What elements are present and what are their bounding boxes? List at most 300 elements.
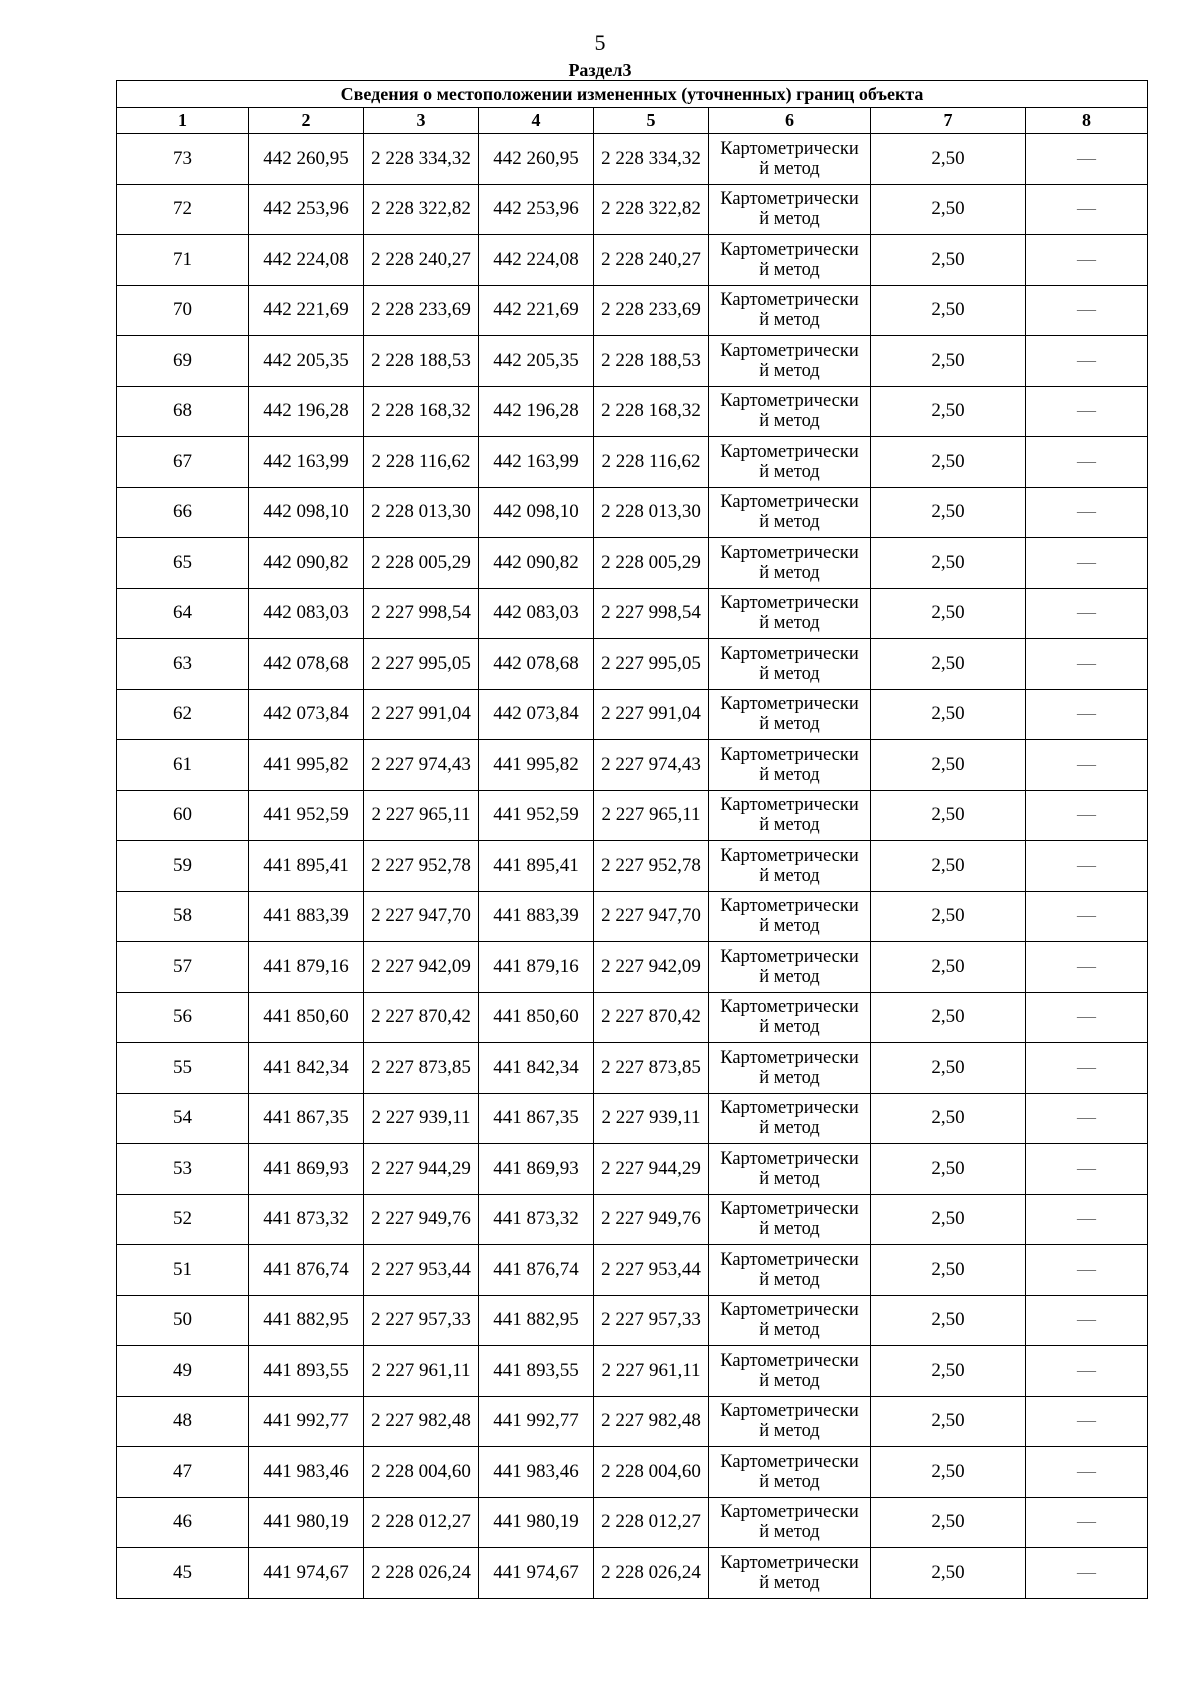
method-cell <box>709 992 871 1043</box>
method-text-line-1: Картометрически <box>720 1098 859 1119</box>
new-y-cell: 2 227 952,78 <box>594 841 709 892</box>
existing-x-cell: 441 974,67 <box>249 1548 364 1599</box>
method-text-line-2: й метод <box>759 209 820 230</box>
description-cell: — <box>1026 1295 1148 1346</box>
method-text-line-1: Картометрически <box>720 593 859 614</box>
new-y-cell: 2 227 965,11 <box>594 790 709 841</box>
accuracy-cell: 2,50 <box>871 1295 1026 1346</box>
point-number-cell: 51 <box>117 1245 249 1296</box>
existing-x-cell: 441 842,34 <box>249 1043 364 1094</box>
new-x-cell: 441 850,60 <box>479 992 594 1043</box>
method-text-line-2: й метод <box>759 714 820 735</box>
new-x-cell: 442 078,68 <box>479 639 594 690</box>
column-number: 3 <box>364 108 479 134</box>
description-cell: — <box>1026 891 1148 942</box>
point-number-cell: 50 <box>117 1295 249 1346</box>
point-number-cell: 64 <box>117 588 249 639</box>
method-text-line-1: Картометрически <box>720 946 859 967</box>
point-number-cell: 52 <box>117 1194 249 1245</box>
method-text-line-2: й метод <box>759 916 820 937</box>
method-text-line-1: Картометрически <box>720 896 859 917</box>
description-cell: — <box>1026 1144 1148 1195</box>
new-x-cell: 441 883,39 <box>479 891 594 942</box>
accuracy-cell: 2,50 <box>871 1447 1026 1498</box>
accuracy-cell: 2,50 <box>871 790 1026 841</box>
existing-y-cell: 2 227 952,78 <box>364 841 479 892</box>
accuracy-cell: 2,50 <box>871 689 1026 740</box>
new-x-cell: 442 221,69 <box>479 285 594 336</box>
table-row <box>117 689 1148 740</box>
column-number: 4 <box>479 108 594 134</box>
accuracy-cell: 2,50 <box>871 235 1026 286</box>
new-y-cell: 2 227 953,44 <box>594 1245 709 1296</box>
accuracy-cell: 2,50 <box>871 1093 1026 1144</box>
new-y-cell: 2 228 334,32 <box>594 134 709 185</box>
accuracy-cell: 2,50 <box>871 1396 1026 1447</box>
existing-y-cell: 2 228 233,69 <box>364 285 479 336</box>
existing-y-cell: 2 228 240,27 <box>364 235 479 286</box>
method-text-line-1: Картометрически <box>720 441 859 462</box>
method-text-line-2: й метод <box>759 512 820 533</box>
new-y-cell: 2 227 991,04 <box>594 689 709 740</box>
method-text-line-2: й метод <box>759 1572 820 1593</box>
table-row <box>117 1447 1148 1498</box>
existing-y-cell: 2 228 013,30 <box>364 487 479 538</box>
table-row <box>117 1194 1148 1245</box>
new-y-cell: 2 227 949,76 <box>594 1194 709 1245</box>
new-y-cell: 2 228 188,53 <box>594 336 709 387</box>
accuracy-cell: 2,50 <box>871 942 1026 993</box>
new-x-cell: 442 098,10 <box>479 487 594 538</box>
column-number: 2 <box>249 108 364 134</box>
method-text-line-1: Картометрически <box>720 1300 859 1321</box>
method-text-line-1: Картометрически <box>720 1451 859 1472</box>
new-x-cell: 442 224,08 <box>479 235 594 286</box>
method-cell <box>709 588 871 639</box>
method-text-line-1: Картометрически <box>720 643 859 664</box>
existing-x-cell: 441 879,16 <box>249 942 364 993</box>
accuracy-cell: 2,50 <box>871 437 1026 488</box>
method-cell <box>709 1346 871 1397</box>
existing-x-cell: 442 083,03 <box>249 588 364 639</box>
new-y-cell: 2 227 995,05 <box>594 639 709 690</box>
description-cell: — <box>1026 1194 1148 1245</box>
existing-x-cell: 442 073,84 <box>249 689 364 740</box>
method-text-line-2: й метод <box>759 360 820 381</box>
description-cell: — <box>1026 992 1148 1043</box>
method-cell <box>709 386 871 437</box>
existing-x-cell: 441 873,32 <box>249 1194 364 1245</box>
method-text-line-1: Картометрически <box>720 239 859 260</box>
table-row <box>117 386 1148 437</box>
method-text-line-1: Картометрически <box>720 290 859 311</box>
new-y-cell: 2 227 939,11 <box>594 1093 709 1144</box>
new-x-cell: 441 895,41 <box>479 841 594 892</box>
method-cell <box>709 285 871 336</box>
description-cell: — <box>1026 740 1148 791</box>
method-text-line-1: Картометрически <box>720 1502 859 1523</box>
method-text-line-2: й метод <box>759 158 820 179</box>
method-text-line-2: й метод <box>759 815 820 836</box>
new-y-cell: 2 227 961,11 <box>594 1346 709 1397</box>
method-cell <box>709 790 871 841</box>
existing-y-cell: 2 227 944,29 <box>364 1144 479 1195</box>
method-text-line-2: й метод <box>759 411 820 432</box>
new-y-cell: 2 227 974,43 <box>594 740 709 791</box>
table-row <box>117 942 1148 993</box>
description-cell: — <box>1026 538 1148 589</box>
table-row <box>117 740 1148 791</box>
method-text-line-1: Картометрически <box>720 1148 859 1169</box>
existing-x-cell: 442 098,10 <box>249 487 364 538</box>
accuracy-cell: 2,50 <box>871 1245 1026 1296</box>
table-row <box>117 487 1148 538</box>
method-cell <box>709 184 871 235</box>
table-body <box>117 134 1148 1599</box>
existing-y-cell: 2 227 957,33 <box>364 1295 479 1346</box>
existing-x-cell: 442 260,95 <box>249 134 364 185</box>
point-number-cell: 62 <box>117 689 249 740</box>
table-row <box>117 841 1148 892</box>
table-row <box>117 235 1148 286</box>
accuracy-cell: 2,50 <box>871 285 1026 336</box>
new-y-cell: 2 227 982,48 <box>594 1396 709 1447</box>
table-row <box>117 992 1148 1043</box>
point-number-cell: 65 <box>117 538 249 589</box>
new-x-cell: 441 952,59 <box>479 790 594 841</box>
description-cell: — <box>1026 336 1148 387</box>
description-cell: — <box>1026 437 1148 488</box>
new-y-cell: 2 228 322,82 <box>594 184 709 235</box>
accuracy-cell: 2,50 <box>871 538 1026 589</box>
boundary-coordinates-table <box>116 80 1148 1599</box>
point-number-cell: 69 <box>117 336 249 387</box>
method-text-line-1: Картометрически <box>720 1552 859 1573</box>
method-text-line-1: Картометрически <box>720 1350 859 1371</box>
existing-x-cell: 442 253,96 <box>249 184 364 235</box>
existing-x-cell: 441 869,93 <box>249 1144 364 1195</box>
existing-x-cell: 442 163,99 <box>249 437 364 488</box>
accuracy-cell: 2,50 <box>871 992 1026 1043</box>
method-cell <box>709 1447 871 1498</box>
new-x-cell: 441 992,77 <box>479 1396 594 1447</box>
method-cell <box>709 336 871 387</box>
method-cell <box>709 740 871 791</box>
accuracy-cell: 2,50 <box>871 336 1026 387</box>
table-row <box>117 1295 1148 1346</box>
existing-y-cell: 2 227 953,44 <box>364 1245 479 1296</box>
method-text-line-2: й метод <box>759 865 820 886</box>
method-cell <box>709 1043 871 1094</box>
method-cell <box>709 1497 871 1548</box>
method-cell <box>709 1396 871 1447</box>
new-y-cell: 2 228 004,60 <box>594 1447 709 1498</box>
existing-y-cell: 2 227 995,05 <box>364 639 479 690</box>
table-row <box>117 1043 1148 1094</box>
method-cell <box>709 134 871 185</box>
existing-x-cell: 441 895,41 <box>249 841 364 892</box>
new-y-cell: 2 228 233,69 <box>594 285 709 336</box>
table-row <box>117 1144 1148 1195</box>
method-cell <box>709 437 871 488</box>
section-title: Раздел3 <box>568 60 632 80</box>
point-number-cell: 47 <box>117 1447 249 1498</box>
new-y-cell: 2 228 240,27 <box>594 235 709 286</box>
method-text-line-2: й метод <box>759 310 820 331</box>
existing-x-cell: 442 078,68 <box>249 639 364 690</box>
table-row <box>117 1396 1148 1447</box>
method-text-line-2: й метод <box>759 1219 820 1240</box>
accuracy-cell: 2,50 <box>871 1144 1026 1195</box>
new-y-cell: 2 228 013,30 <box>594 487 709 538</box>
existing-y-cell: 2 228 188,53 <box>364 336 479 387</box>
description-cell: — <box>1026 1548 1148 1599</box>
table-row <box>117 790 1148 841</box>
method-text-line-2: й метод <box>759 1067 820 1088</box>
existing-y-cell: 2 227 961,11 <box>364 1346 479 1397</box>
method-text-line-2: й метод <box>759 1370 820 1391</box>
table-row <box>117 538 1148 589</box>
method-cell <box>709 1093 871 1144</box>
table-row <box>117 134 1148 185</box>
table-row <box>117 336 1148 387</box>
description-cell: — <box>1026 285 1148 336</box>
description-cell: — <box>1026 487 1148 538</box>
new-y-cell: 2 227 998,54 <box>594 588 709 639</box>
method-cell <box>709 1194 871 1245</box>
method-cell <box>709 639 871 690</box>
existing-y-cell: 2 228 168,32 <box>364 386 479 437</box>
column-number: 6 <box>709 108 871 134</box>
accuracy-cell: 2,50 <box>871 1548 1026 1599</box>
column-number-row <box>117 108 1148 134</box>
point-number-cell: 66 <box>117 487 249 538</box>
method-text-line-1: Картометрически <box>720 542 859 563</box>
point-number-cell: 63 <box>117 639 249 690</box>
accuracy-cell: 2,50 <box>871 184 1026 235</box>
new-x-cell: 442 090,82 <box>479 538 594 589</box>
accuracy-cell: 2,50 <box>871 1346 1026 1397</box>
table-row <box>117 184 1148 235</box>
method-text-line-2: й метод <box>759 461 820 482</box>
table-row <box>117 1548 1148 1599</box>
existing-x-cell: 441 995,82 <box>249 740 364 791</box>
description-cell: — <box>1026 841 1148 892</box>
method-cell <box>709 235 871 286</box>
point-number-cell: 73 <box>117 134 249 185</box>
table-row <box>117 1093 1148 1144</box>
new-y-cell: 2 227 957,33 <box>594 1295 709 1346</box>
new-x-cell: 441 879,16 <box>479 942 594 993</box>
description-cell: — <box>1026 790 1148 841</box>
new-y-cell: 2 228 012,27 <box>594 1497 709 1548</box>
description-cell: — <box>1026 1396 1148 1447</box>
description-cell: — <box>1026 942 1148 993</box>
page-number: 5 <box>594 30 606 55</box>
point-number-cell: 68 <box>117 386 249 437</box>
method-text-line-2: й метод <box>759 1471 820 1492</box>
existing-y-cell: 2 228 026,24 <box>364 1548 479 1599</box>
method-text-line-1: Картометрически <box>720 694 859 715</box>
new-y-cell: 2 228 026,24 <box>594 1548 709 1599</box>
new-x-cell: 442 083,03 <box>479 588 594 639</box>
new-x-cell: 441 873,32 <box>479 1194 594 1245</box>
new-x-cell: 441 893,55 <box>479 1346 594 1397</box>
new-y-cell: 2 227 944,29 <box>594 1144 709 1195</box>
existing-x-cell: 441 983,46 <box>249 1447 364 1498</box>
method-text-line-1: Картометрически <box>720 997 859 1018</box>
existing-y-cell: 2 228 116,62 <box>364 437 479 488</box>
method-text-line-1: Картометрически <box>720 340 859 361</box>
description-cell: — <box>1026 1346 1148 1397</box>
existing-y-cell: 2 227 942,09 <box>364 942 479 993</box>
description-cell: — <box>1026 235 1148 286</box>
point-number-cell: 57 <box>117 942 249 993</box>
existing-y-cell: 2 228 322,82 <box>364 184 479 235</box>
existing-x-cell: 442 090,82 <box>249 538 364 589</box>
point-number-cell: 61 <box>117 740 249 791</box>
new-x-cell: 442 253,96 <box>479 184 594 235</box>
table-row <box>117 1497 1148 1548</box>
new-x-cell: 442 073,84 <box>479 689 594 740</box>
column-number: 7 <box>871 108 1026 134</box>
existing-x-cell: 441 850,60 <box>249 992 364 1043</box>
existing-x-cell: 442 196,28 <box>249 386 364 437</box>
point-number-cell: 59 <box>117 841 249 892</box>
new-y-cell: 2 227 947,70 <box>594 891 709 942</box>
method-text-line-2: й метод <box>759 1269 820 1290</box>
existing-y-cell: 2 227 949,76 <box>364 1194 479 1245</box>
new-x-cell: 441 882,95 <box>479 1295 594 1346</box>
column-number: 5 <box>594 108 709 134</box>
existing-x-cell: 441 876,74 <box>249 1245 364 1296</box>
existing-y-cell: 2 228 334,32 <box>364 134 479 185</box>
table-row <box>117 1346 1148 1397</box>
existing-x-cell: 441 883,39 <box>249 891 364 942</box>
table-caption: Сведения о местоположении измененных (уточненных) границ объекта <box>117 81 1148 108</box>
column-number: 1 <box>117 108 249 134</box>
accuracy-cell: 2,50 <box>871 639 1026 690</box>
method-text-line-2: й метод <box>759 663 820 684</box>
new-y-cell: 2 228 005,29 <box>594 538 709 589</box>
point-number-cell: 48 <box>117 1396 249 1447</box>
existing-x-cell: 441 980,19 <box>249 1497 364 1548</box>
method-text-line-1: Картометрически <box>720 795 859 816</box>
description-cell: — <box>1026 184 1148 235</box>
new-x-cell: 441 995,82 <box>479 740 594 791</box>
description-cell: — <box>1026 1093 1148 1144</box>
table-row <box>117 891 1148 942</box>
method-text-line-2: й метод <box>759 764 820 785</box>
existing-y-cell: 2 227 939,11 <box>364 1093 479 1144</box>
method-text-line-1: Картометрически <box>720 391 859 412</box>
existing-y-cell: 2 228 005,29 <box>364 538 479 589</box>
column-number: 8 <box>1026 108 1148 134</box>
description-cell: — <box>1026 1497 1148 1548</box>
method-cell <box>709 1144 871 1195</box>
method-cell <box>709 1548 871 1599</box>
new-x-cell: 441 869,93 <box>479 1144 594 1195</box>
method-text-line-2: й метод <box>759 613 820 634</box>
existing-y-cell: 2 228 012,27 <box>364 1497 479 1548</box>
new-x-cell: 441 980,19 <box>479 1497 594 1548</box>
table-row <box>117 639 1148 690</box>
existing-y-cell: 2 227 991,04 <box>364 689 479 740</box>
new-y-cell: 2 227 870,42 <box>594 992 709 1043</box>
existing-y-cell: 2 227 873,85 <box>364 1043 479 1094</box>
existing-x-cell: 442 221,69 <box>249 285 364 336</box>
method-cell <box>709 1245 871 1296</box>
description-cell: — <box>1026 588 1148 639</box>
accuracy-cell: 2,50 <box>871 1497 1026 1548</box>
table-row <box>117 437 1148 488</box>
existing-x-cell: 442 205,35 <box>249 336 364 387</box>
new-x-cell: 442 205,35 <box>479 336 594 387</box>
existing-y-cell: 2 227 974,43 <box>364 740 479 791</box>
point-number-cell: 55 <box>117 1043 249 1094</box>
method-text-line-1: Картометрически <box>720 1199 859 1220</box>
method-text-line-1: Картометрически <box>720 1249 859 1270</box>
description-cell: — <box>1026 134 1148 185</box>
accuracy-cell: 2,50 <box>871 588 1026 639</box>
point-number-cell: 54 <box>117 1093 249 1144</box>
new-x-cell: 441 983,46 <box>479 1447 594 1498</box>
method-text-line-1: Картометрически <box>720 744 859 765</box>
new-y-cell: 2 227 942,09 <box>594 942 709 993</box>
point-number-cell: 46 <box>117 1497 249 1548</box>
new-x-cell: 442 163,99 <box>479 437 594 488</box>
method-text-line-1: Картометрически <box>720 189 859 210</box>
method-cell <box>709 538 871 589</box>
method-text-line-1: Картометрически <box>720 138 859 159</box>
existing-x-cell: 441 882,95 <box>249 1295 364 1346</box>
existing-y-cell: 2 227 965,11 <box>364 790 479 841</box>
point-number-cell: 56 <box>117 992 249 1043</box>
accuracy-cell: 2,50 <box>871 891 1026 942</box>
accuracy-cell: 2,50 <box>871 134 1026 185</box>
accuracy-cell: 2,50 <box>871 487 1026 538</box>
method-cell <box>709 841 871 892</box>
accuracy-cell: 2,50 <box>871 841 1026 892</box>
new-y-cell: 2 227 873,85 <box>594 1043 709 1094</box>
method-text-line-1: Картометрически <box>720 1047 859 1068</box>
point-number-cell: 58 <box>117 891 249 942</box>
method-cell <box>709 487 871 538</box>
new-x-cell: 441 876,74 <box>479 1245 594 1296</box>
existing-y-cell: 2 227 982,48 <box>364 1396 479 1447</box>
method-text-line-2: й метод <box>759 1522 820 1543</box>
new-y-cell: 2 228 116,62 <box>594 437 709 488</box>
new-y-cell: 2 228 168,32 <box>594 386 709 437</box>
description-cell: — <box>1026 1043 1148 1094</box>
table-row <box>117 588 1148 639</box>
new-x-cell: 442 260,95 <box>479 134 594 185</box>
new-x-cell: 442 196,28 <box>479 386 594 437</box>
accuracy-cell: 2,50 <box>871 1043 1026 1094</box>
method-text-line-2: й метод <box>759 1421 820 1442</box>
existing-y-cell: 2 227 870,42 <box>364 992 479 1043</box>
point-number-cell: 49 <box>117 1346 249 1397</box>
method-cell <box>709 689 871 740</box>
accuracy-cell: 2,50 <box>871 1194 1026 1245</box>
method-text-line-2: й метод <box>759 1118 820 1139</box>
description-cell: — <box>1026 1245 1148 1296</box>
method-text-line-1: Картометрически <box>720 1401 859 1422</box>
existing-x-cell: 441 893,55 <box>249 1346 364 1397</box>
point-number-cell: 70 <box>117 285 249 336</box>
existing-y-cell: 2 227 947,70 <box>364 891 479 942</box>
method-text-line-1: Картометрически <box>720 845 859 866</box>
